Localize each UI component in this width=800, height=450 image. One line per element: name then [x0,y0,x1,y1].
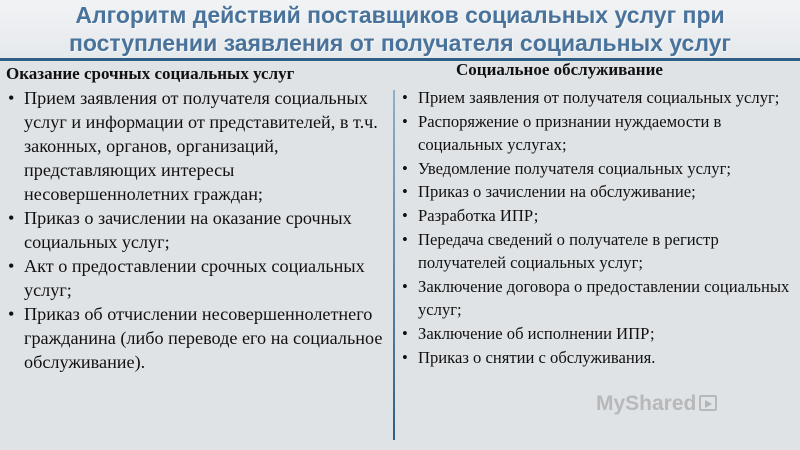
list-item-text: Акт о предоставлении срочных социальных услуг; [24,256,365,300]
bullet-icon: • [402,88,408,107]
title-line-1: Алгоритм действий поставщиков социальных услуг при [75,2,725,28]
list-item [6,254,391,302]
list-item [400,322,798,346]
list-item-text: Приказ об отчислении несовершеннолетнего гражданина (либо переводе его на социальное обслуживание). [24,304,383,372]
list-item-text: Заключение договора о предоставлении социальных услуг; [418,276,790,320]
left-item-list [6,86,391,374]
list-item-text: Разработка ИПР; [418,205,539,225]
list-item-text: Приказ о снятии с обслуживания. [418,347,656,367]
bullet-icon: • [402,158,408,178]
list-item-text: Заключение об исполнении ИПР; [418,323,655,343]
bullet-icon: • [8,256,15,276]
bullet-icon: • [402,182,408,202]
list-item-text: Передача сведений о получателе в регистр получателей социальных услуг; [418,229,719,273]
list-item-text: Приказ о зачислении на обслуживание; [418,182,696,202]
watermark-logo [596,392,717,416]
list-item [6,86,391,206]
bullet-icon: • [402,276,408,296]
bullet-icon: • [402,205,408,225]
list-item-text: Прием заявления от получателя социальных услуг и информации от представителей, в т.ч. законных, органов, организаций, представляющих интересы несовершеннолетних граждан; [24,88,378,204]
bullet-icon: • [402,323,408,343]
list-item [400,180,798,204]
list-item-text: Уведомление получателя социальных услуг; [418,158,732,178]
list-item [400,204,798,228]
title-line-2: поступлении заявления от получателя социальных услуг [68,30,731,56]
bullet-icon: • [8,304,15,324]
right-column-heading: Социальное обслуживание [456,60,663,79]
list-item [400,275,798,322]
left-column-heading: Оказание срочных социальных услуг [6,64,295,83]
bullet-icon: • [402,229,408,249]
list-item [400,86,798,110]
list-item [6,302,391,374]
title-banner [0,0,800,61]
bullet-icon: • [402,347,408,367]
play-icon [699,395,717,411]
bullet-icon: • [8,88,15,108]
column-divider [393,90,395,440]
list-item [6,206,391,254]
right-item-list [400,86,798,369]
list-item [400,228,798,275]
list-item [400,157,798,181]
list-item [400,110,798,157]
list-item-text: Распоряжение о признании нуждаемости в социальных услугах; [418,111,722,155]
bullet-icon: • [8,208,15,228]
bullet-icon: • [402,111,408,131]
list-item-text: Приказ о зачислении на оказание срочных социальных услуг; [24,208,352,252]
list-item-text: Прием заявления от получателя социальных услуг; [418,88,780,107]
list-item [400,346,798,370]
watermark-text: MyShared [596,392,697,415]
